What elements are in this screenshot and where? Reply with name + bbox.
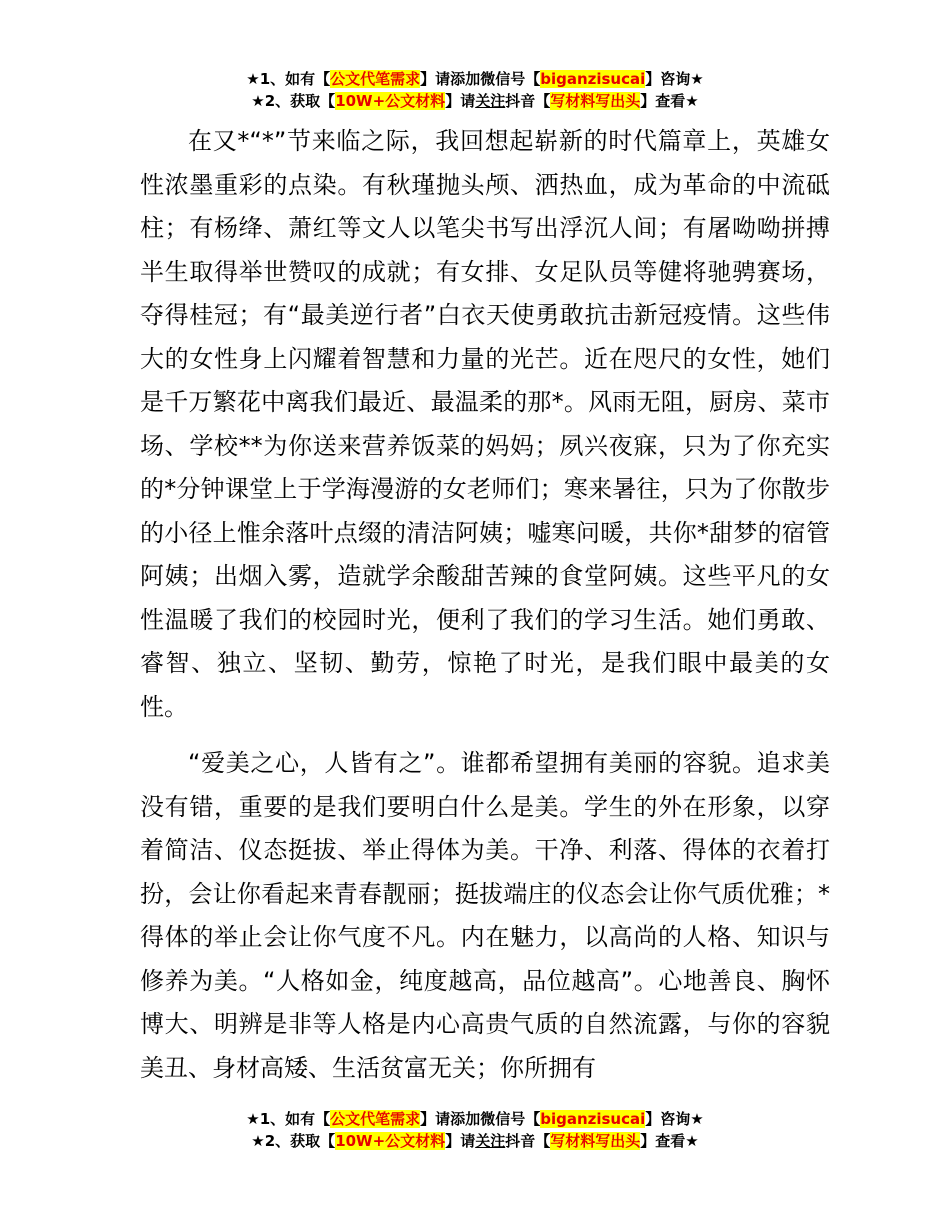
banner-line-2 xyxy=(0,90,950,112)
highlight-douyin: 写材料写出头 xyxy=(550,1132,641,1150)
banner-text: 】请添 xyxy=(420,1110,466,1128)
banner-text: 】请 xyxy=(445,1132,476,1150)
banner-line-2 xyxy=(0,1130,950,1152)
footer-banner xyxy=(0,1108,950,1152)
header-banner xyxy=(0,68,950,112)
banner-text: 关注 xyxy=(475,92,506,110)
highlight-materials: 10W+公文材料 xyxy=(335,92,446,110)
highlight-materials: 10W+公文材料 xyxy=(335,1132,446,1150)
highlight-wechat-id: biganzisucai xyxy=(540,70,646,88)
banner-text: 加 xyxy=(465,70,481,88)
banner-text: 】咨询★ xyxy=(645,70,704,88)
highlight-wechat-id: biganzisucai xyxy=(540,1110,646,1128)
banner-text: 】咨询★ xyxy=(645,1110,704,1128)
banner-text: ★2、获取【 xyxy=(251,1132,336,1150)
highlight-service: 公文代笔需求 xyxy=(330,70,421,88)
banner-text: ★1、如有【 xyxy=(246,1110,331,1128)
banner-text: 抖音【 xyxy=(505,1132,551,1150)
banner-text: 抖音【 xyxy=(505,92,551,110)
banner-text: ★2、获取【 xyxy=(251,92,336,110)
banner-text: 加 xyxy=(465,1110,481,1128)
highlight-service: 公文代笔需求 xyxy=(330,1110,421,1128)
banner-text: 微信号【 xyxy=(480,1110,541,1128)
banner-text: 】查看★ xyxy=(640,92,699,110)
paragraph-2: “爱美之心，人皆有之”。谁都希望拥有美丽的容貌。追求美没有错，重要的是我们要明白什么是美。学生的外在形象，以穿着简洁、仪态挺拔、举止得体为美。干净、利落、得体的衣着打扮，会让你看起来青春靓丽；挺拔端庄的仪态会让你气质优雅；*得体的举止会让你气度不凡。内在魅力，以高尚的人格、知识与修养为美。“人格如金，纯度越高，品位越高”。心地善良、胸怀博大、明辨是非等人格是内心高贵气质的自然流露，与你的容貌美丑、身材高矮、生活贫富无关；你所拥有 xyxy=(140,749,830,1082)
highlight-douyin: 写材料写出头 xyxy=(550,92,641,110)
banner-text: ★1、如有【 xyxy=(246,70,331,88)
banner-line-1 xyxy=(0,68,950,90)
paragraph-1: 在又*“*”节来临之际，我回想起崭新的时代篇章上，英雄女性浓墨重彩的点染。有秋瑾抛头颅、洒热血，成为革命的中流砥柱；有杨绛、萧红等文人以笔尖书写出浮沉人间；有屠呦呦拼搏半生取得举世赞叹的成就；有女排、女足队员等健将驰骋赛场，夺得桂冠；有“最美逆行者”白衣天使勇敢抗击新冠疫情。这些伟大的女性身上闪耀着智慧和力量的光芒。近在咫尺的女性，她们是千万繁花中离我们最近、最温柔的那*。风雨无阻，厨房、菜市场、学校**为你送来营养饭菜的妈妈；夙兴夜寐，只为了你充实的*分钟课堂上于学海漫游的女老师们；寒来暑往，只为了你散步的小径上惟余落叶点缀的清洁阿姨；嘘寒问暖，共你*甜梦的宿管阿姨；出烟入雾，造就学余酸甜苦辣的食堂阿姨。这些平凡的女性温暖了我们的校园时光，便利了我们的学习生活。她们勇敢、睿智、独立、坚韧、勤劳，惊艳了时光，是我们眼中最美的女性。 xyxy=(140,127,830,721)
banner-text: 关注 xyxy=(475,1132,506,1150)
banner-text: 微信号【 xyxy=(480,70,541,88)
banner-text: 】请添 xyxy=(420,70,466,88)
document-body xyxy=(140,120,830,1090)
banner-line-1 xyxy=(0,1108,950,1130)
banner-text: 】请 xyxy=(445,92,476,110)
banner-text: 】查看★ xyxy=(640,1132,699,1150)
